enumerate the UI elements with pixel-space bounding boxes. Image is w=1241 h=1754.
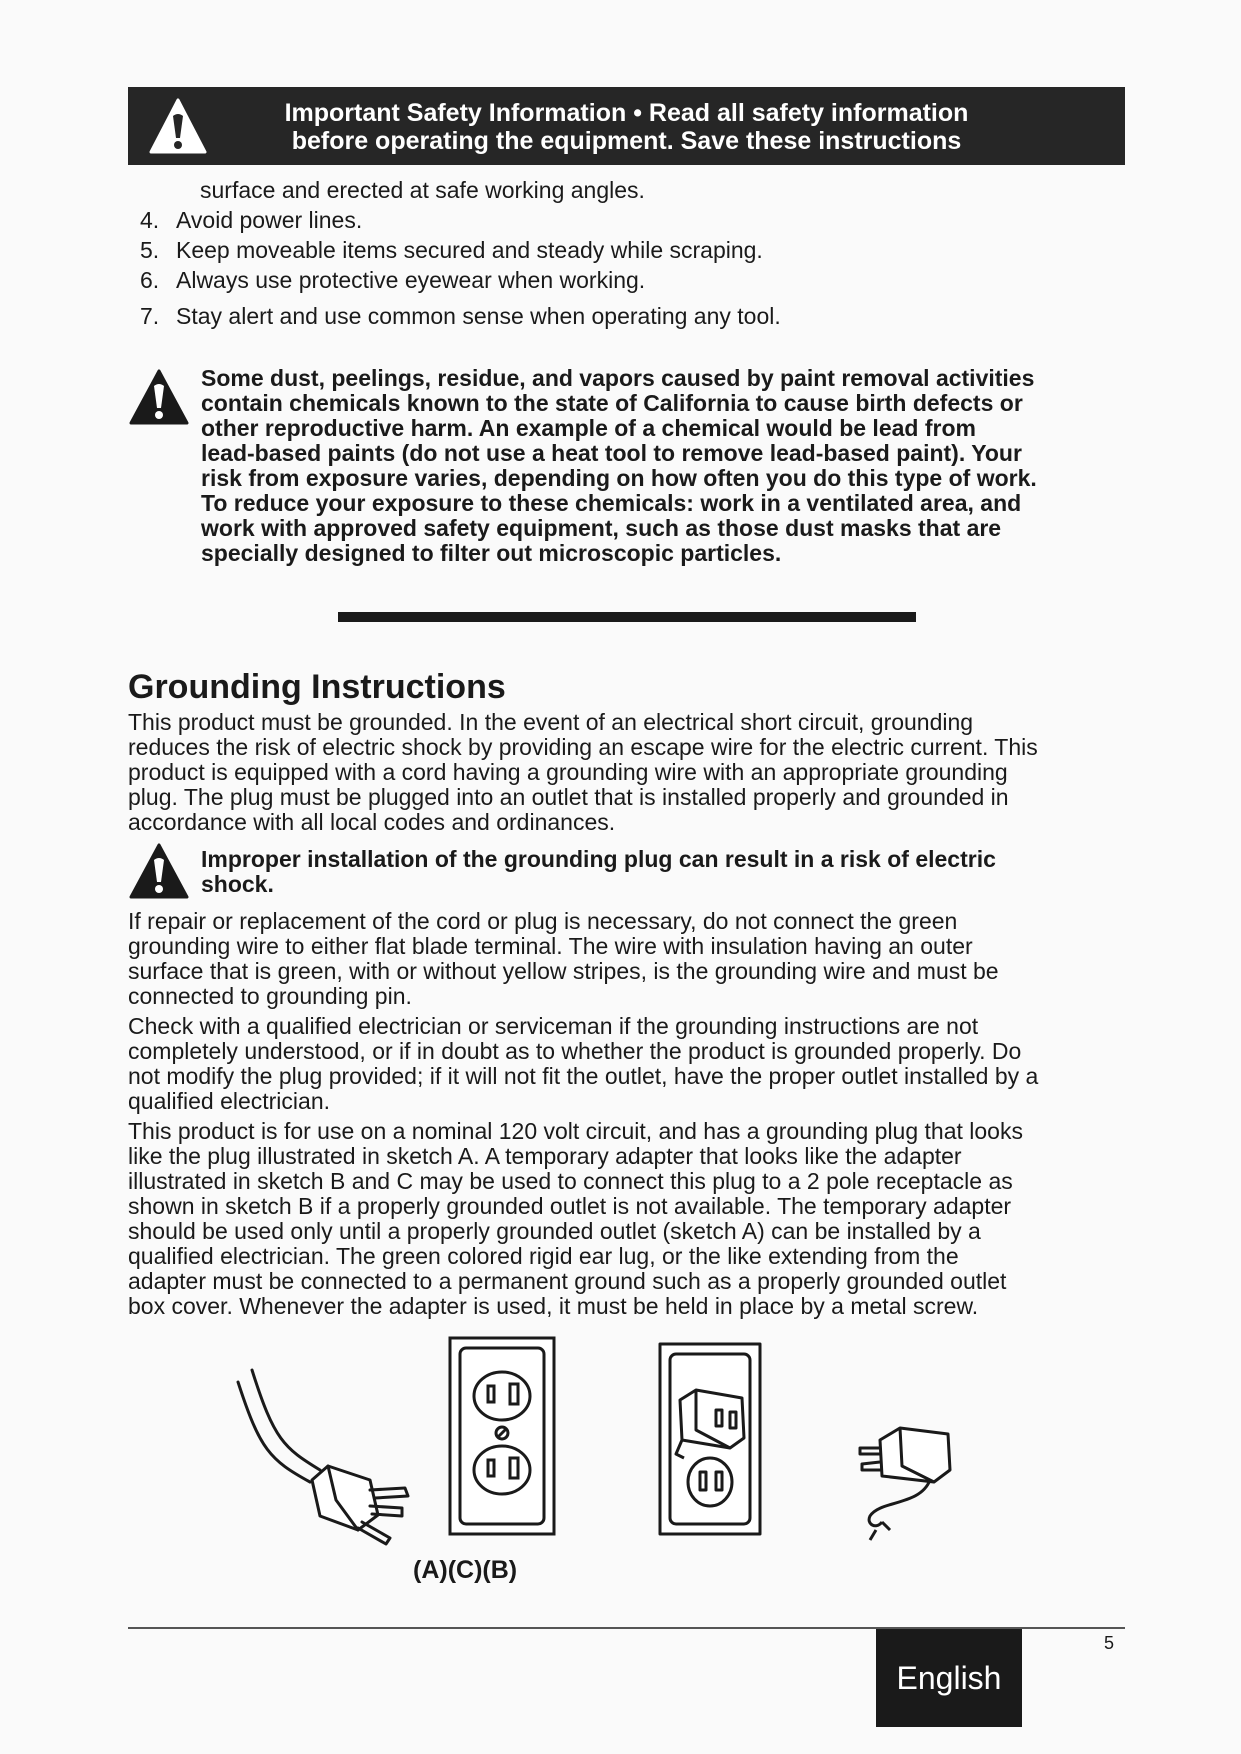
grounding-plug-illustration bbox=[238, 1370, 408, 1544]
list-continuation: surface and erected at safe working angles. bbox=[200, 177, 645, 203]
list-item: 7. Stay alert and use common sense when operating any tool. bbox=[140, 303, 781, 329]
electrician-paragraph: Check with a qualified electrician or serviceman if the grounding instructions are not completely understood, or if in doubt as to whether the product is grounded properly. Do not modify the plug provided; if it will not fit the outlet, have the proper outlet installed by a qualified electrician. bbox=[128, 1013, 1039, 1114]
warning-triangle-icon bbox=[128, 368, 190, 426]
adapter-illustration bbox=[860, 1428, 950, 1540]
adapter-outlet-illustration bbox=[660, 1344, 760, 1534]
grounding-intro-paragraph: This product must be grounded. In the event of an electrical short circuit, grounding reduces the risk of electric shock by providing an escape wire for the electric current. This product is equipped with a cord having a grounding wire with an appropriate grounding plug. The plug must be plugged into an outlet that is installed properly and grounded in accordance with all local codes and ordinances. bbox=[128, 709, 1038, 835]
figure-caption: (A)(C)(B) bbox=[413, 1556, 518, 1584]
voltage-paragraph: This product is for use on a nominal 120 volt circuit, and has a grounding plug that looks like the plug illustrated in sketch A. A temporary adapter that looks like the adapter illustrated in sketch B and C may be used to connect this plug to a 2 pole receptacle as shown in sketch B if a properly grounded outlet is not available. The temporary adapter should be used only until a properly grounded outlet (sketch A) can be installed by a qualified electrician. The green colored rigid ear lug, or the like extending from the adapter must be connected to a permanent ground such as a properly grounded outlet box cover. Whenever the adapter is used, it must be held in place by a metal screw. bbox=[128, 1118, 1023, 1319]
banner-line-2: before operating the equipment. Save these instructions bbox=[291, 127, 962, 155]
warning-triangle-icon bbox=[128, 842, 190, 900]
list-item: 4. Avoid power lines. bbox=[140, 207, 363, 233]
warning-triangle-icon bbox=[148, 96, 208, 156]
safety-header-banner bbox=[128, 87, 1125, 165]
section-title: Grounding Instructions bbox=[128, 668, 506, 706]
repair-paragraph: If repair or replacement of the cord or plug is necessary, do not connect the green grounding wire to either flat blade terminal. The wire with insulation having an outer surface that is green, with or without yellow stripes, is the grounding wire and must be connected to grounding pin. bbox=[128, 908, 999, 1009]
language-tab: English bbox=[876, 1629, 1022, 1727]
safety-list bbox=[140, 175, 781, 331]
grounding-sketches bbox=[230, 1330, 1030, 1560]
banner-line-1: Important Safety Information • Read all safety information bbox=[284, 99, 969, 127]
banner-title bbox=[238, 99, 1015, 155]
grounded-outlet-illustration bbox=[450, 1338, 554, 1534]
list-item: 5. Keep moveable items secured and steady while scraping. bbox=[140, 237, 763, 263]
california-warning-text: Some dust, peelings, residue, and vapors caused by paint removal activities contain chemicals known to the state of California to cause birth defects or other reproductive harm. An example of a chemical would be lead from lead-based paints (do not use a heat tool to remove lead-based paint). Your risk from exposure varies, depending on how often you do this type of work. To reduce your exposure to these chemicals: work in a ventilated area, and work with approved safety equipment, such as those dust masks that are specially designed to filter out microscopic particles. bbox=[201, 365, 1037, 566]
page-number: 5 bbox=[1104, 1633, 1115, 1653]
grounding-plug-warning: Improper installation of the grounding plug can result in a risk of electric shock. bbox=[201, 846, 996, 897]
section-divider bbox=[338, 612, 916, 622]
list-item: 6. Always use protective eyewear when working. bbox=[140, 267, 646, 293]
